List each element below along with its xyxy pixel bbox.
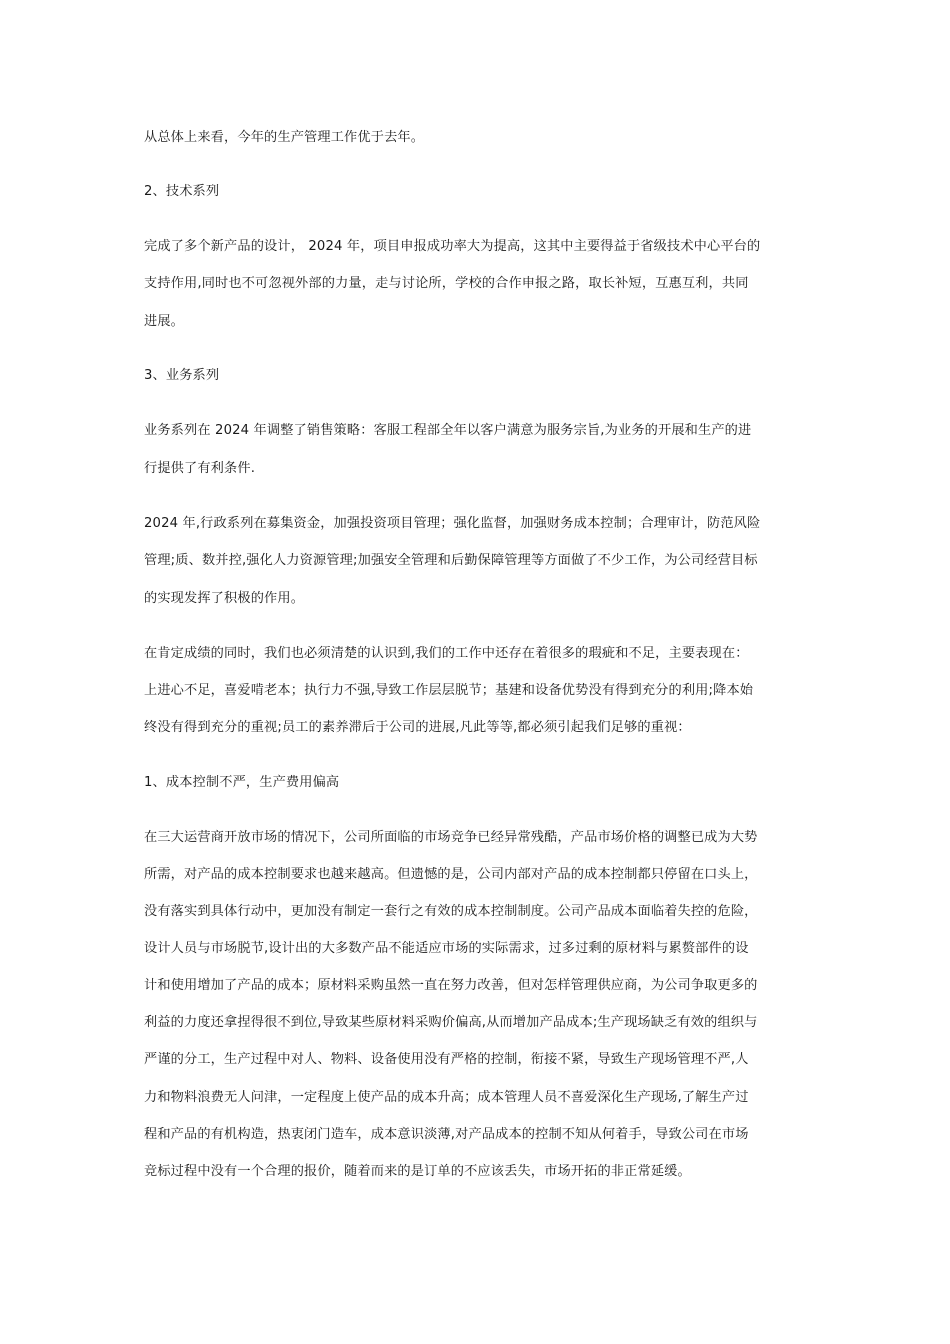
paragraph-line: 严谨的分工，生产过程中对人、物料、设备使用没有严格的控制，衔接不紧，导致生产现场管理不严,人 <box>144 1052 749 1067</box>
paragraph-line: 没有落实到具体行动中，更加没有制定一套行之有效的成本控制制度。公司产品成本面临着失控的危险， <box>144 904 758 919</box>
paragraph-line: 力和物料浪费无人问津，一定程度上使产品的成本升高；成本管理人员不喜爱深化生产现场,了解生产过 <box>144 1090 749 1105</box>
section-heading-technology: 2、技术系列 <box>144 184 220 199</box>
paragraph-line: 在三大运营商开放市场的情况下，公司所面临的市场竞争已经异常残酷，产品市场价格的调整已成为大势 <box>144 830 758 845</box>
paragraph-line: 完成了多个新产品的设计， 2024 年，项目申报成功率大为提高，这其中主要得益于省级技术中心平台的 <box>144 239 761 254</box>
paragraph-line: 的实现发挥了积极的作用。 <box>144 591 305 606</box>
paragraph-line: 利益的力度还拿捏得很不到位,导致某些原材料采购价偏高,从而增加产品成本;生产现场缺乏有效的组织与 <box>144 1015 758 1030</box>
paragraph-line: 所需，对产品的成本控制要求也越来越高。但遗憾的是，公司内部对产品的成本控制都只停留在口头上， <box>144 867 758 882</box>
paragraph-line: 计和使用增加了产品的成本；原材料采购虽然一直在努力改善，但对怎样管理供应商，为公司争取更多的 <box>144 978 758 993</box>
paragraph-line: 上进心不足，喜爱啃老本；执行力不强,导致工作层层脱节；基建和设备优势没有得到充分的利用;降本始 <box>144 683 754 698</box>
section-heading-business: 3、业务系列 <box>144 368 220 383</box>
paragraph-line: 进展。 <box>144 314 185 329</box>
paragraph-line: 管理;质、数并控,强化人力资源管理;加强安全管理和后勤保障管理等方面做了不少工作，为公司经营目标 <box>144 553 758 568</box>
paragraph-line: 在肯定成绩的同时，我们也必须清楚的认识到,我们的工作中还存在着很多的瑕疵和不足，主要表现在： <box>144 646 749 661</box>
summary-sentence: 从总体上来看，今年的生产管理工作优于去年。 <box>144 130 425 145</box>
paragraph-line: 业务系列在 2024 年调整了销售策略：客服工程部全年以客户满意为服务宗旨,为业务的开展和生产的进 <box>144 423 752 438</box>
paragraph-line: 支持作用,同时也不可忽视外部的力量，走与讨论所，学校的合作申报之路，取长补短，互惠互利，共同 <box>144 276 749 291</box>
paragraph-line: 2024 年,行政系列在募集资金，加强投资项目管理；强化监督，加强财务成本控制；合理审计，防范风险 <box>144 516 761 531</box>
paragraph-line: 竞标过程中没有一个合理的报价，随着而来的是订单的不应该丢失，市场开拓的非正常延缓。 <box>144 1164 691 1179</box>
paragraph-line: 设计人员与市场脱节,设计出的大多数产品不能适应市场的实际需求，过多过剩的原材料与累赘部件的设 <box>144 941 749 956</box>
section-heading-cost-control: 1、成本控制不严，生产费用偏高 <box>144 775 340 790</box>
paragraph-line: 终没有得到充分的重视;员工的素养滞后于公司的进展,凡此等等,都必须引起我们足够的重视： <box>144 720 691 735</box>
paragraph-line: 程和产品的有机构造，热衷闭门造车，成本意识淡薄,对产品成本的控制不知从何着手，导致公司在市场 <box>144 1127 749 1142</box>
paragraph-line: 行提供了有利条件. <box>144 461 256 476</box>
